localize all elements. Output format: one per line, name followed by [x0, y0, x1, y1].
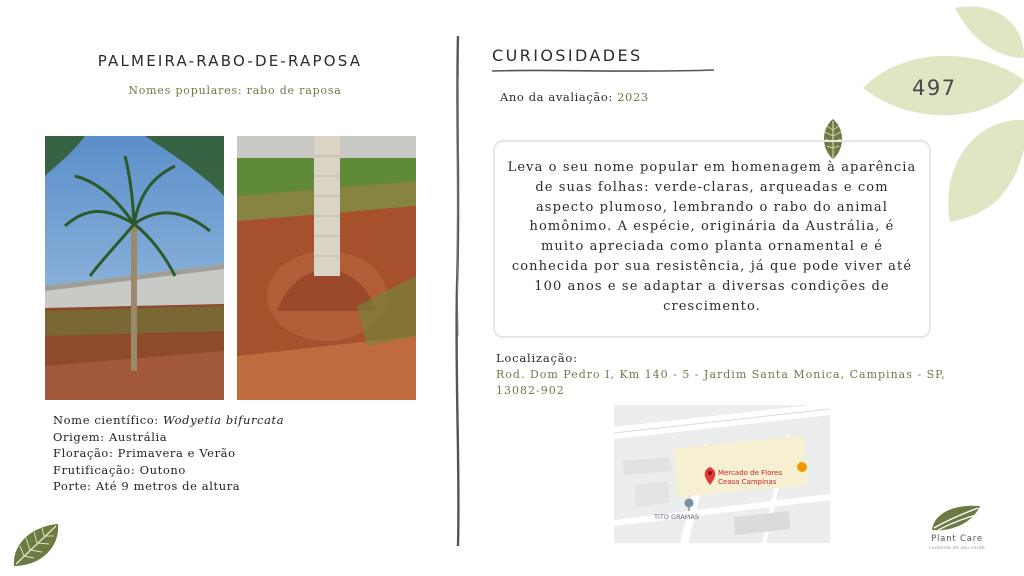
palm-photo-full — [45, 136, 224, 400]
evaluation-year-value: 2023 — [617, 90, 649, 104]
map-place-line1: Mercado de Flores — [718, 469, 783, 477]
evaluation-year-label: Ano da avaliação: — [500, 90, 618, 104]
evaluation-year — [500, 90, 649, 104]
location-map[interactable] — [614, 405, 830, 543]
plant-facts — [53, 412, 284, 495]
curiosities-title: CURIOSIDADES — [492, 46, 643, 65]
leaf-top-right-1 — [955, 6, 1024, 58]
scientific-name-row — [53, 412, 284, 429]
decorative-leaf-bottom-left — [10, 522, 62, 570]
size-row: Porte: Até 9 metros de altura — [53, 479, 241, 494]
location-address: Rod. Dom Pedro I, Km 140 - 5 - Jardim Santa Monica, Campinas - SP, 13082-902 — [496, 368, 946, 397]
popular-names: Nomes populares: rabo de raposa — [128, 84, 342, 97]
origin-row: Origem: Austrália — [53, 429, 168, 444]
fruiting-row: Frutificação: Outono — [53, 462, 186, 477]
scientific-name-label: Nome científico: — [53, 413, 164, 427]
title-underline — [492, 68, 714, 74]
map-poi-label: TITO GRAMAS — [654, 513, 699, 521]
curiosities-text: Leva o seu nome popular em homenagem à aparência de suas folhas: verde-claras, arqueadas e com aspecto plumoso, lembrando o rabo do animal homônimo. A espécie, originária da Austrália, é muito apreciada como planta ornamental e é conhecida por sua resistência, já que pode viver até 100 anos e se adaptar a diversas condições de crescimento. — [507, 160, 917, 314]
palm-photo-trunk — [237, 136, 416, 400]
leaf-top-right-3 — [948, 120, 1024, 222]
logo-tagline: cuidando do seu verde — [928, 545, 986, 550]
flowering-row: Floração: Primavera e Verão — [53, 446, 236, 461]
location-label: Localização: — [496, 351, 578, 365]
page-title: PALMEIRA-RABO-DE-RAPOSA — [97, 52, 363, 70]
page-number: 497 — [912, 76, 957, 100]
curiosities-card — [493, 140, 931, 338]
plant-care-logo — [928, 502, 984, 534]
logo-name: Plant Care — [931, 534, 983, 544]
column-divider — [452, 36, 464, 546]
scientific-name-value: Wodyetia bifurcata — [163, 413, 285, 427]
map-place-line2: Ceasa Campinas — [718, 478, 777, 486]
